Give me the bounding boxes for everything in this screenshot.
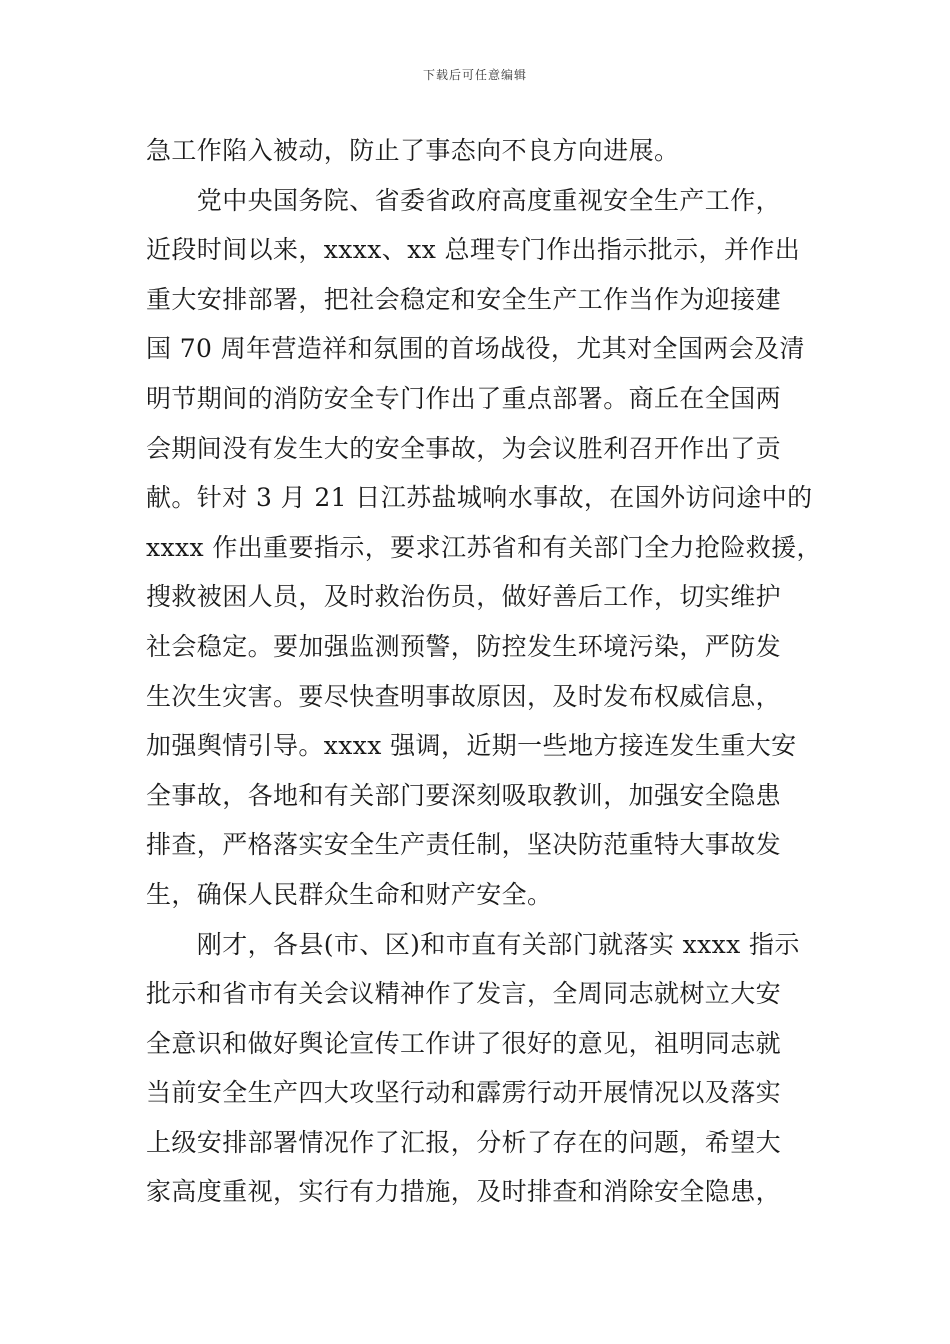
text-line: xxxx 作出重要指示，要求江苏省和有关部门全力抢险救援，	[146, 532, 822, 562]
text-line: 加强舆情引导。xxxx 强调，近期一些地方接连发生重大安	[146, 731, 797, 761]
text-line: 急工作陷入被动，防止了事态向不良方向进展。	[146, 136, 680, 165]
text-line: 当前安全生产四大攻坚行动和霹雳行动开展情况以及落实	[146, 1078, 782, 1108]
text-line: 全意识和做好舆论宣传工作讲了很好的意见，祖明同志就	[146, 1028, 782, 1058]
page-header: 下载后可任意编辑	[422, 68, 527, 82]
text-line: 国 70 周年营造祥和氛围的首场战役，尤其对全国两会及清	[146, 334, 805, 364]
text-line: 批示和省市有关会议精神作了发言，全周同志就树立大安	[146, 979, 782, 1009]
text-line: 重大安排部署，把社会稳定和安全生产工作当作为迎接建	[146, 284, 782, 314]
text-line: 近段时间以来，xxxx、xx 总理专门作出指示批示，并作出	[146, 235, 801, 265]
text-line: 献。针对 3 月 21 日江苏盐城响水事故，在国外访问途中的	[146, 483, 813, 513]
text-line: 家高度重视，实行有力措施，及时排查和消除安全隐患，	[146, 1177, 782, 1207]
text-line: 生次生灾害。要尽快查明事故原因，及时发布权威信息，	[146, 681, 782, 711]
text-line: 社会稳定。要加强监测预警，防控发生环境污染，严防发	[146, 631, 782, 661]
document-body	[146, 126, 822, 1217]
text-line: 明节期间的消防安全专门作出了重点部署。商丘在全国两	[146, 383, 782, 413]
text-line: 搜救被困人员，及时救治伤员，做好善后工作，切实维护	[146, 582, 782, 612]
text-line: 会期间没有发生大的安全事故，为会议胜利召开作出了贡	[146, 433, 782, 463]
text-line: 全事故，各地和有关部门要深刻吸取教训，加强安全隐患	[146, 780, 782, 810]
text-line: 党中央国务院、省委省政府高度重视安全生产工作，	[146, 185, 782, 215]
text-line: 上级安排部署情况作了汇报，分析了存在的问题，希望大	[146, 1127, 782, 1157]
text-line: 生，确保人民群众生命和财产安全。	[146, 879, 553, 909]
text-line: 刚才，各县(市、区)和市直有关部门就落实 xxxx 指示	[146, 929, 800, 959]
text-line: 排查，严格落实安全生产责任制，坚决防范重特大事故发	[146, 830, 782, 860]
